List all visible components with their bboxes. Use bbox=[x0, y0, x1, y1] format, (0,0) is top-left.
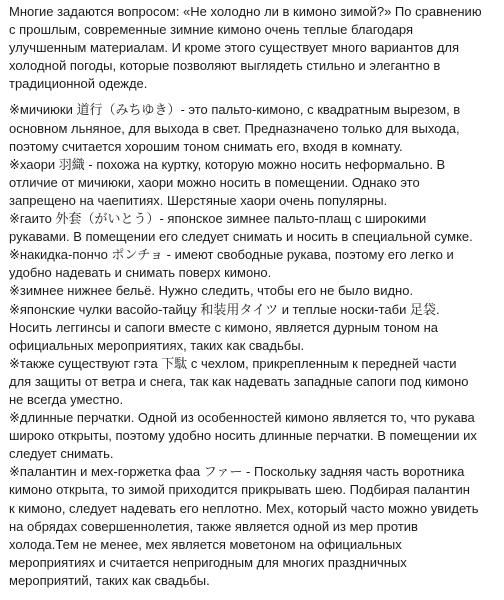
list-item-geta: ※также существуют гэта 下駄 с чехлом, прикрепленным к передней части для защиты от ветра и снега, так как надевать западные сапоги под кимоно не всегда уместно. bbox=[9, 355, 469, 407]
list-item-shawl-fur: ※палантин и мех-горжетка фаа ファー - Поскольку задняя часть воротника кимоно открыта, то зимой приходится прикрывать шею. Подбирая палантин к кимоно, следует надевать его неплотно. Мех, который часто можно увидеть на обрядах совершеннолетия, также является одной из мер против холода.Тем не менее, мех является моветоном на официальных мероприятиях и считается непригодным для многих праздничных мероприятий, таких как свадьбы. bbox=[9, 464, 479, 588]
list-item-tights-tabi: ※японские чулки васойо-тайцу 和装用タイツ и теплые носки-таби 足袋. Носить леггинсы и сапоги вместе с кимоно, является дурным тоном на официальных мероприятиях, таких как свадьбы. bbox=[9, 301, 440, 353]
list-item-michiyuki: ※мичиюки 道行（みちゆき）- это пальто-кимоно, с квадратным вырезом, в основном льняное, для выхода в свет. Предназначено только для выхода, поэтому считается хорошим тоном снимать его, входя в комнату. bbox=[9, 102, 461, 154]
list-item-gaito: ※гаито 外套（がいとう）- японское зимнее пальто-плащ с широкими рукавами. В помещении его следует снимать и носить в специальной сумке. bbox=[9, 211, 473, 245]
list-item-underwear: ※зимнее нижнее бельё. Нужно следить, чтобы его не было видно. bbox=[9, 283, 414, 299]
list-item-poncho: ※накидка-пончо ポンチョ - имеют свободные рукава, поэтому его легко и удобно надевать и снимать поверх кимоно. bbox=[9, 247, 454, 281]
list-item-haori: ※хаори 羽織 - похожа на куртку, которую можно носить неформально. В отличие от мичиюки, хаори можно носить в помещении. Однако это запрещено на чаепитиях. Шерстяные хаори очень популярны. bbox=[9, 156, 446, 208]
intro-paragraph: Многие задаются вопросом: «Не холодно ли в кимоно зимой?» По сравнению с прошлым, современные зимние кимоно очень теплые благодаря улучшенным материалам. И кроме этого существует много вариантов для холодной погоды, которые позволяют выглядеть стильно и элегантно в традиционной одежде. bbox=[9, 4, 482, 92]
list-item-gloves: ※длинные перчатки. Одной из особенностей кимоно является то, что рукава широко открыты, поэтому удобно носить длинные перчатки. В помещении их следует снимать. bbox=[9, 410, 477, 462]
